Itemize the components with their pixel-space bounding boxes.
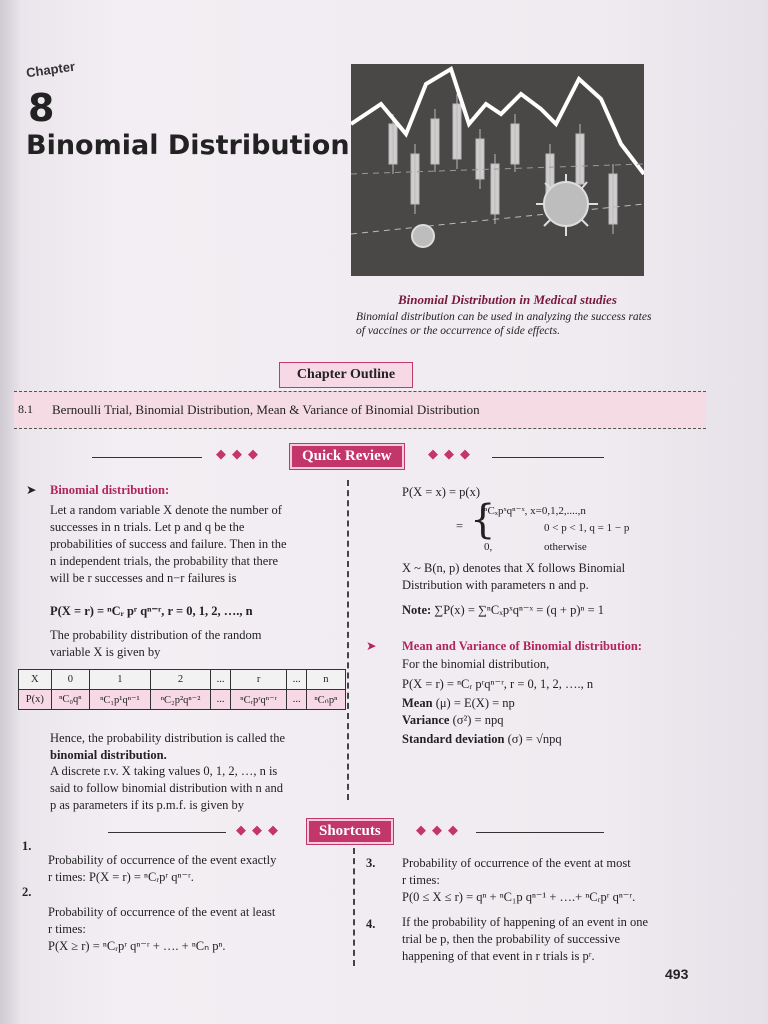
text-line: trial be p, then the probability of successive <box>402 932 620 946</box>
column-separator <box>353 848 355 966</box>
shortcut-item-1 <box>48 852 338 886</box>
mean-line <box>402 695 515 712</box>
diamond-icons: ◆◆◆ <box>416 822 464 837</box>
table-cell: ... <box>287 690 306 710</box>
probability-table <box>18 669 346 710</box>
shortcut-number: 3. <box>366 856 376 870</box>
shortcut-item-4 <box>402 914 702 965</box>
chapter-outline-heading: Chapter Outline <box>279 362 413 388</box>
brace-symbol: { <box>470 497 496 543</box>
divider-line <box>476 832 604 833</box>
pmf-case-1-condition: 0 < p < 1, q = 1 − p <box>544 522 630 534</box>
text-line: p as parameters if its p.m.f. is given by <box>50 798 245 812</box>
table-cell: ... <box>287 670 306 690</box>
text-line: happening of that event in r trials is pʳ. <box>402 949 595 963</box>
table-cell: P(x) <box>19 690 52 710</box>
chapter-number: 8 <box>28 86 55 130</box>
table-cell: n <box>306 670 345 690</box>
chapter-title: Binomial Distribution <box>26 130 350 161</box>
caption-line: Binomial distribution can be used in analyzing the success rates <box>356 311 652 323</box>
sd-line <box>402 731 562 748</box>
notation-text <box>402 560 625 594</box>
table-cell: ... <box>211 670 230 690</box>
table-cell: ⁿC₀qⁿ <box>51 690 89 710</box>
text-line: If the probability of happening of an event in one <box>402 915 649 929</box>
outline-item-text: Bernoulli Trial, Binomial Distribution, Mean & Variance of Binomial Distribution <box>52 402 480 417</box>
table-cell: X <box>19 670 52 690</box>
hence-text <box>50 730 285 764</box>
table-cell: 0 <box>51 670 89 690</box>
outline-item-number: 8.1 <box>18 402 33 416</box>
sd-label: Standard deviation <box>402 732 505 746</box>
table-cell: r <box>230 670 287 690</box>
text-line: Probability of occurrence of the event exactly <box>48 853 277 867</box>
table-intro <box>50 627 261 661</box>
shortcuts-banner: Shortcuts <box>307 819 393 844</box>
diamond-icons: ◆◆◆ <box>428 446 476 461</box>
note-line <box>402 602 604 619</box>
table-cell: ... <box>211 690 230 710</box>
text-line: P(X ≥ r) = ⁿCᵣpʳ qⁿ⁻ʳ + …. + ⁿCₙ pⁿ. <box>48 939 226 953</box>
variance-line <box>402 712 503 729</box>
bullet-arrow-icon: ➤ <box>366 639 377 653</box>
image-caption-title: Binomial Distribution in Medical studies <box>398 292 617 307</box>
page-number: 493 <box>665 966 689 982</box>
chapter-label: Chapter <box>25 58 76 81</box>
mean-value: (μ) = E(X) = np <box>435 696 515 710</box>
text-line: Hence, the probability distribution is called the <box>50 731 286 745</box>
binomial-heading: Binomial distribution: <box>50 483 170 497</box>
binomial-paragraph <box>50 502 336 587</box>
text-line: variable X is given by <box>50 645 161 659</box>
pmf-heading: P(X = x) = p(x) <box>402 485 480 499</box>
divider-line <box>492 457 604 458</box>
mv-formula: P(X = r) = ⁿCᵣ pʳqⁿ⁻ʳ, r = 0, 1, 2, …., n <box>402 677 594 691</box>
pmf-case-1: ⁿCₓpˣqⁿ⁻ˣ, x=0,1,2,....,n <box>484 505 586 517</box>
text-line: X ~ B(n, p) denotes that X follows Binomial <box>402 561 626 575</box>
divider-line <box>108 832 226 833</box>
text-line: P(0 ≤ X ≤ r) = qⁿ + ⁿC₁p qⁿ⁻¹ + ….+ ⁿCᵣpʳ qⁿ⁻ʳ. <box>402 890 636 904</box>
image-caption-text <box>356 310 696 338</box>
pmf-case-2: 0, <box>484 541 493 553</box>
text-line: r times: <box>48 922 86 936</box>
note-label: Note: <box>402 603 432 617</box>
text-line: Distribution with parameters n and p. <box>402 578 589 592</box>
text-line: n independent trials, the probability that there <box>50 554 279 568</box>
table-cell: ⁿCₙpⁿ <box>306 690 345 710</box>
text-line: probabilities of success and failure. Then in the <box>50 537 287 551</box>
mean-label: Mean <box>402 696 433 710</box>
text-line: r times: <box>402 873 440 887</box>
shortcut-item-3 <box>402 855 702 906</box>
pmf-case-2-condition: otherwise <box>544 541 587 553</box>
table-cell: 2 <box>150 670 211 690</box>
variance-value: (σ²) = npq <box>452 713 504 727</box>
note-formula: ∑P(x) = ∑ⁿCₓpˣqⁿ⁻ˣ = (q + p)ⁿ = 1 <box>434 603 605 617</box>
diamond-icons: ◆◆◆ <box>236 822 284 837</box>
column-separator <box>347 480 349 800</box>
chapter-photo <box>351 64 644 276</box>
text-line: The probability distribution of the random <box>50 628 262 642</box>
table-cell: 1 <box>90 670 151 690</box>
mean-variance-heading: Mean and Variance of Binomial distribution: <box>402 639 642 653</box>
text-line: successes in n trials. Let p and q be the <box>50 520 245 534</box>
table-cell: ⁿCᵣpʳqⁿ⁻ʳ <box>230 690 287 710</box>
shortcut-number: 1. <box>22 839 32 853</box>
table-cell: ⁿC₂p²qⁿ⁻² <box>150 690 211 710</box>
chapter-outline-row <box>14 391 706 429</box>
table-row <box>19 690 346 710</box>
text-line: A discrete r.v. X taking values 0, 1, 2, …, n is <box>50 764 278 778</box>
table-row <box>19 670 346 690</box>
shortcut-item-2 <box>48 904 338 955</box>
divider-line <box>92 457 202 458</box>
for-binomial-text: For the binomial distribution, <box>402 657 550 671</box>
shortcut-number: 4. <box>366 917 376 931</box>
caption-line: of vaccines or the occurrence of side effects. <box>356 325 560 337</box>
discrete-text <box>50 763 283 814</box>
text-line: Probability of occurrence of the event at least <box>48 905 276 919</box>
text-line: said to follow binomial distribution with n and <box>50 781 283 795</box>
formula-prx: P(X = r) = ⁿCᵣ pʳ qⁿ⁻ʳ, r = 0, 1, 2, …., n <box>50 604 253 618</box>
table-cell: ⁿC₁p¹qⁿ⁻¹ <box>90 690 151 710</box>
text-line: Probability of occurrence of the event at most <box>402 856 631 870</box>
quick-review-banner: Quick Review <box>290 444 404 469</box>
variance-label: Variance <box>402 713 450 727</box>
equals-sign: = <box>456 519 464 533</box>
diamond-icons: ◆◆◆ <box>216 446 264 461</box>
text-line: will be r successes and n−r failures is <box>50 571 237 585</box>
text-line: r times: P(X = r) = ⁿCᵣpʳ qⁿ⁻ʳ. <box>48 870 194 884</box>
shortcut-number: 2. <box>22 885 32 899</box>
bullet-arrow-icon: ➤ <box>26 483 37 497</box>
sd-value: (σ) = √npq <box>507 732 562 746</box>
text-line: binomial distribution. <box>50 748 167 762</box>
text-line: Let a random variable X denote the number of <box>50 503 282 517</box>
